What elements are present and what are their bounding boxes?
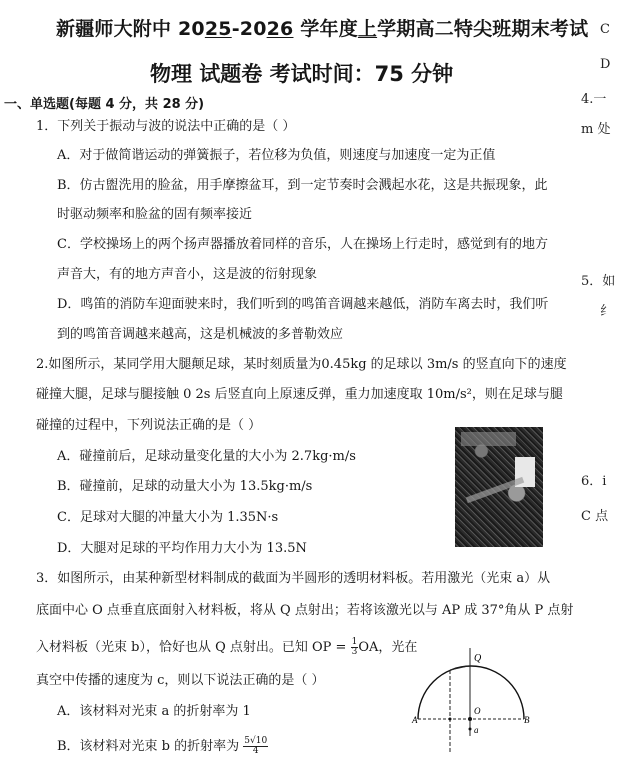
- q2-option-d: D．大腿对足球的平均作用力大小为 13.5N: [57, 541, 307, 556]
- stem-text: 入材料板（光束 b），恰好也从 Q 点射出。已知 OP =: [36, 640, 351, 655]
- label-b-point: B: [524, 715, 530, 725]
- title-year-b: 26: [266, 18, 294, 40]
- q1-option-c-cont: 声音大，有的地方声音小，这是波的衍射现象: [57, 267, 318, 282]
- side-fragment: C: [600, 22, 610, 37]
- q1-option-b-cont: 时驱动频率和脸盆的固有频率接近: [57, 207, 253, 222]
- q1-option-c: C．学校操场上的两个扬声器播放着同样的音乐，人在操场上行走时，感觉到有的地方: [57, 237, 548, 252]
- q3-option-a: A．该材料对光束 a 的折射率为 1: [57, 704, 251, 719]
- question-3-stem-cont: [36, 638, 417, 657]
- q2-option-b: B．碰撞前，足球的动量大小为 13.5kg·m/s: [57, 479, 313, 494]
- title-text: 学年度: [293, 18, 358, 40]
- soccer-photo: [455, 427, 543, 547]
- q1-option-d-cont: 到的鸣笛音调越来越高，这是机械波的多普勒效应: [57, 327, 344, 342]
- label-q-point: Q: [474, 653, 482, 664]
- title-term: 上: [357, 18, 378, 40]
- q3-option-b: [57, 737, 268, 756]
- side-fragment: D: [600, 57, 611, 72]
- q1-option-a: A．对于做简谐运动的弹簧振子，若位移为负值，则速度与加速度一定为正值: [57, 148, 496, 163]
- frac-den: 4: [252, 746, 259, 756]
- question-3-stem: 3．如图所示，由某种新型材料制成的截面为半圆形的透明材料板。若用激光（光束 a）从: [36, 571, 551, 586]
- side-fragment: C 点: [581, 509, 609, 524]
- side-fragment: 6．i: [581, 474, 607, 489]
- question-2-stem-cont: 碰撞的过程中，下列说法正确的是（ ）: [36, 418, 262, 433]
- exam-subtitle: 物理 试题卷 考试时间：75 分钟: [150, 62, 454, 86]
- question-3-stem-cont: 真空中传播的速度为 c，则以下说法正确的是（ ）: [36, 673, 325, 688]
- question-2-stem-cont: 碰撞大腿，足球与腿接触 0 2s 后竖直向上原速反弹，重力加速度取 10m/s²，则在足球与腿: [36, 387, 563, 402]
- question-2-stem: 2.如图所示，某同学用大腿颠足球，某时刻质量为0.45kg 的足球以 3m/s 的竖直向下的速度: [36, 357, 567, 372]
- question-3-stem-cont: 底面中心 O 点垂直底面射入材料板，将从 Q 点射出；若将该激光以与 AP 成 37°角从 P 点射: [36, 603, 574, 618]
- semicircle-diagram: [400, 640, 580, 783]
- frac-num: 5√10: [244, 736, 268, 746]
- title-text: 新疆师大附中 20: [56, 18, 205, 40]
- frac-num: 1: [351, 637, 358, 647]
- side-fragment: 5．如: [581, 274, 616, 289]
- q2-option-c: C．足球对大腿的冲量大小为 1.35N·s: [57, 510, 279, 525]
- q2-option-a: A．碰撞前后，足球动量变化量的大小为 2.7kg·m/s: [57, 449, 356, 464]
- title-text: 学期高二特尖班期末考试: [377, 18, 589, 40]
- exam-title: [56, 14, 588, 41]
- side-fragment: m 处: [581, 122, 611, 137]
- side-fragment: 纟: [600, 304, 614, 319]
- fraction-refractive-index: [243, 737, 268, 756]
- stem-text: OA，光在: [358, 640, 418, 655]
- side-fragment: 4.一: [581, 92, 607, 107]
- label-a-point: A: [412, 715, 418, 725]
- q1-option-b: B．仿古盥洗用的脸盆，用手摩擦盆耳，到一定节奏时会溅起水花，这是共振现象，此: [57, 178, 548, 193]
- question-1-stem: 1．下列关于振动与波的说法中正确的是（ ）: [36, 119, 296, 134]
- option-text: B．该材料对光束 b 的折射率为: [57, 739, 244, 754]
- frac-den: 3: [351, 647, 358, 657]
- title-year-a: 25: [204, 18, 232, 40]
- section-heading: 一、单选题(每题 4 分，共 28 分): [4, 97, 205, 112]
- label-o-point: O: [474, 706, 481, 716]
- label-beam-a: a: [474, 725, 479, 735]
- title-text: -20: [231, 18, 267, 40]
- q1-option-d: D．鸣笛的消防车迎面驶来时，我们听到的鸣笛音调越来越低，消防车离去时，我们听: [57, 297, 549, 312]
